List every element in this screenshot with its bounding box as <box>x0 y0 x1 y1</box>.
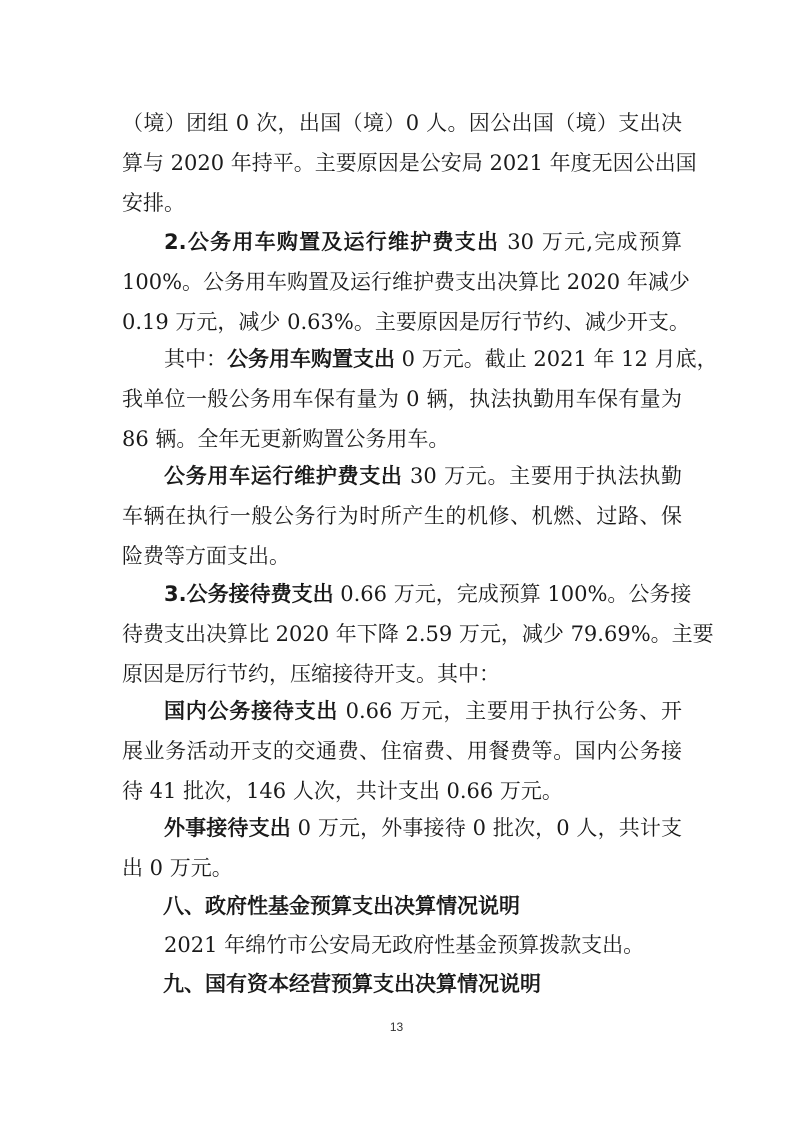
text-line: 险费等方面支出。 <box>122 544 290 568</box>
text-line: 86 辆。全年无更新购置公务用车。 <box>122 427 450 451</box>
paragraph-domestic-reception <box>122 691 682 811</box>
text-line: 安排。 <box>122 191 185 215</box>
paragraph-vehicle-maintenance <box>122 456 682 576</box>
text-line: 车辆在执行一般公务行为时所产生的机修、机燃、过路、保 <box>122 504 682 528</box>
text-line: 待 41 批次，146 人次，共计支出 0.66 万元。 <box>122 779 563 803</box>
paragraph-vehicle-expense <box>122 222 690 342</box>
section-subheading: 国内公务接待支出 <box>164 699 339 723</box>
text-line: 待费支出决算比 2020 年下降 2.59 万元，减少 79.69%。主要 <box>122 622 714 646</box>
text-line <box>122 339 718 379</box>
text-line <box>122 222 682 262</box>
text-run: 0 万元。截止 2021 年 12 月底， <box>395 347 718 371</box>
text-line: 2021 年绵竹市公安局无政府性基金预算拨款支出。 <box>164 933 645 957</box>
text-line <box>122 691 682 731</box>
text-line: 0.19 万元，减少 0.63%。主要原因是厉行节约、减少开支。 <box>122 310 690 334</box>
text-line <box>122 574 692 614</box>
section-subheading: 公务用车购置支出 <box>227 347 395 371</box>
text-line: 原因是厉行节约，压缩接待开支。其中： <box>122 662 500 686</box>
text-run: 0 万元，外事接待 0 批次，0 人，共计支 <box>290 816 683 840</box>
text-run: 其中： <box>164 347 227 371</box>
text-run: 30 万元,完成预算 <box>499 230 682 254</box>
paragraph-reception-expense <box>122 574 714 694</box>
section-heading-9: 九、国有资本经营预算支出决算情况说明 <box>163 972 541 996</box>
text-line: 算与 2020 年持平。主要原因是公安局 2021 年度无因公出国 <box>122 151 697 175</box>
text-run: 0.66 万元，完成预算 100%。公务接 <box>333 582 692 606</box>
section-subheading: 3.公务接待费支出 <box>164 582 334 606</box>
text-run: 0.66 万元，主要用于执行公务、开 <box>338 699 683 723</box>
text-line <box>122 808 682 848</box>
paragraph-foreign-reception <box>122 808 682 888</box>
text-run: 30 万元。主要用于执法执勤 <box>402 464 683 488</box>
section-subheading: 外事接待支出 <box>164 816 291 840</box>
paragraph-fund-budget <box>164 925 684 965</box>
text-line: 出 0 万元。 <box>122 856 233 880</box>
section-subheading: 公务用车运行维护费支出 <box>164 464 403 488</box>
text-line: 我单位一般公务用车保有量为 0 辆，执法执勤用车保有量为 <box>122 387 682 411</box>
text-line: 100%。公务用车购置及运行维护费支出决算比 2020 年减少 <box>122 270 690 294</box>
paragraph-vehicle-purchase <box>122 339 718 459</box>
page-number: 13 <box>389 1020 404 1034</box>
section-subheading: 2.公务用车购置及运行维护费支出 <box>164 230 500 254</box>
section-heading-8: 八、政府性基金预算支出决算情况说明 <box>163 894 520 918</box>
text-line: （境）团组 0 次，出国（境）0 人。因公出国（境）支出决 <box>122 111 682 135</box>
paragraph-outbound-travel <box>122 103 697 223</box>
text-line <box>122 456 682 496</box>
text-line: 展业务活动开支的交通费、住宿费、用餐费等。国内公务接 <box>122 739 682 763</box>
